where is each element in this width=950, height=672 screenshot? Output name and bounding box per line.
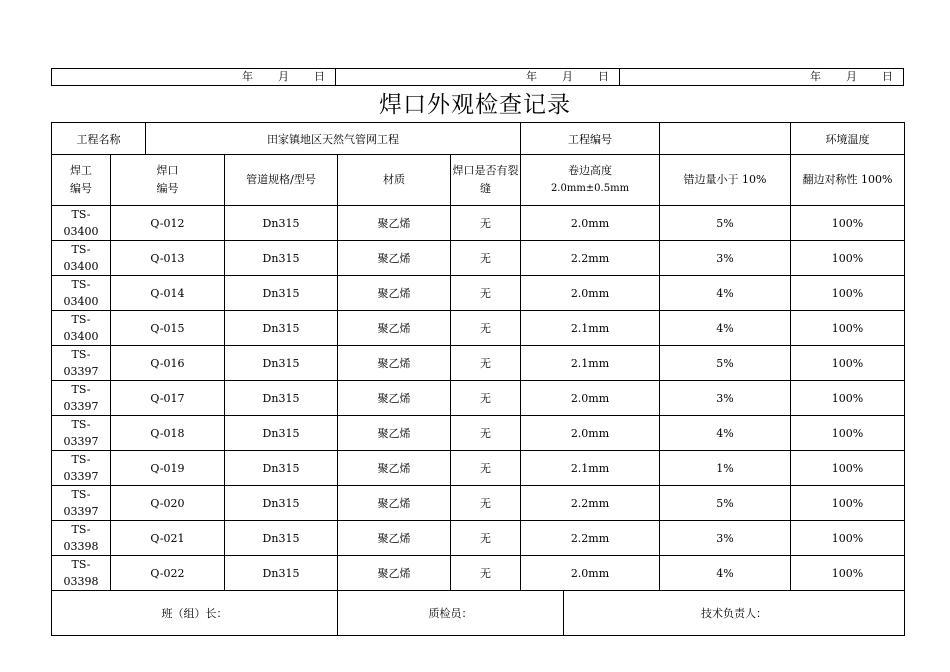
pipe-spec-cell: Dn315 bbox=[225, 381, 338, 416]
welder-no-prefix: TS- bbox=[71, 348, 91, 361]
welder-no-number: 03397 bbox=[63, 505, 99, 518]
pipe-spec-cell: Dn315 bbox=[225, 276, 338, 311]
table-row bbox=[52, 451, 905, 486]
signature-row bbox=[52, 591, 905, 636]
welder-no-number: 03398 bbox=[63, 575, 99, 588]
symmetry-cell: 100% bbox=[791, 486, 905, 521]
joint-no-cell: Q-012 bbox=[111, 206, 225, 241]
misalignment-cell: 3% bbox=[660, 241, 791, 276]
joint-no-cell: Q-020 bbox=[111, 486, 225, 521]
pipe-spec-cell: Dn315 bbox=[225, 521, 338, 556]
col-header-joint-no bbox=[111, 155, 225, 206]
pipe-spec-cell: Dn315 bbox=[225, 416, 338, 451]
material-cell: 聚乙烯 bbox=[338, 241, 451, 276]
table-row bbox=[52, 521, 905, 556]
header-text: 焊口 bbox=[156, 164, 179, 177]
welder-no-prefix: TS- bbox=[71, 313, 91, 326]
header-row bbox=[52, 155, 905, 206]
table-row bbox=[52, 556, 905, 591]
bead-height-cell: 2.0mm bbox=[521, 206, 660, 241]
col-header-welder-no bbox=[52, 155, 111, 206]
misalignment-cell: 4% bbox=[660, 311, 791, 346]
joint-no-cell: Q-017 bbox=[111, 381, 225, 416]
crack-cell: 无 bbox=[451, 241, 521, 276]
joint-no-cell: Q-014 bbox=[111, 276, 225, 311]
joint-no-cell: Q-021 bbox=[111, 521, 225, 556]
table-row bbox=[52, 241, 905, 276]
welder-no-prefix: TS- bbox=[71, 488, 91, 501]
crack-cell: 无 bbox=[451, 276, 521, 311]
welder-no-prefix: TS- bbox=[71, 383, 91, 396]
welder-no-prefix: TS- bbox=[71, 208, 91, 221]
date-field: 年 月 日 bbox=[52, 69, 336, 85]
symmetry-cell: 100% bbox=[791, 381, 905, 416]
symmetry-cell: 100% bbox=[791, 276, 905, 311]
bead-height-cell: 2.1mm bbox=[521, 451, 660, 486]
symmetry-cell: 100% bbox=[791, 206, 905, 241]
symmetry-cell: 100% bbox=[791, 556, 905, 591]
material-cell: 聚乙烯 bbox=[338, 381, 451, 416]
table-row bbox=[52, 486, 905, 521]
bead-height-cell: 2.2mm bbox=[521, 241, 660, 276]
crack-cell: 无 bbox=[451, 381, 521, 416]
table-row bbox=[52, 346, 905, 381]
crack-cell: 无 bbox=[451, 416, 521, 451]
joint-no-cell: Q-015 bbox=[111, 311, 225, 346]
misalignment-cell: 4% bbox=[660, 276, 791, 311]
material-cell: 聚乙烯 bbox=[338, 416, 451, 451]
welder-no-number: 03400 bbox=[63, 225, 99, 238]
project-name-label: 工程名称 bbox=[52, 123, 146, 155]
bead-height-cell: 2.0mm bbox=[521, 556, 660, 591]
misalignment-cell: 1% bbox=[660, 451, 791, 486]
project-no-value bbox=[660, 123, 791, 155]
symmetry-cell: 100% bbox=[791, 241, 905, 276]
date-field: 年 月 日 bbox=[336, 69, 620, 85]
col-header-material: 材质 bbox=[338, 155, 451, 206]
welder-no-prefix: TS- bbox=[71, 453, 91, 466]
welder-no-number: 03400 bbox=[63, 260, 99, 273]
misalignment-cell: 4% bbox=[660, 416, 791, 451]
crack-cell: 无 bbox=[451, 311, 521, 346]
material-cell: 聚乙烯 bbox=[338, 346, 451, 381]
misalignment-cell: 3% bbox=[660, 381, 791, 416]
date-bar bbox=[51, 68, 904, 86]
page-title: 焊口外观检查记录 bbox=[379, 92, 571, 118]
welder-no-cell bbox=[52, 486, 111, 521]
misalignment-cell: 3% bbox=[660, 521, 791, 556]
project-name-value: 田家镇地区天然气管网工程 bbox=[146, 123, 521, 155]
welder-no-cell bbox=[52, 451, 111, 486]
welder-no-number: 03397 bbox=[63, 435, 99, 448]
ambient-temp-label: 环境温度 bbox=[791, 123, 905, 155]
table-body bbox=[52, 206, 905, 591]
welder-no-prefix: TS- bbox=[71, 418, 91, 431]
col-header-symmetry: 翻边对称性 100% bbox=[791, 155, 905, 206]
material-cell: 聚乙烯 bbox=[338, 556, 451, 591]
welder-no-prefix: TS- bbox=[71, 243, 91, 256]
header-text: 焊工 bbox=[70, 164, 92, 177]
bead-height-cell: 2.2mm bbox=[521, 521, 660, 556]
inspector-signature: 质检员： bbox=[338, 591, 564, 636]
welder-no-cell bbox=[52, 346, 111, 381]
project-info-row bbox=[52, 123, 905, 155]
table-row bbox=[52, 381, 905, 416]
col-header-pipe-spec: 管道规格/型号 bbox=[225, 155, 338, 206]
material-cell: 聚乙烯 bbox=[338, 451, 451, 486]
inspection-table bbox=[51, 122, 905, 636]
welder-no-cell bbox=[52, 416, 111, 451]
joint-no-cell: Q-018 bbox=[111, 416, 225, 451]
pipe-spec-cell: Dn315 bbox=[225, 451, 338, 486]
crack-cell: 无 bbox=[451, 346, 521, 381]
crack-cell: 无 bbox=[451, 521, 521, 556]
bead-height-cell: 2.0mm bbox=[521, 416, 660, 451]
welder-no-cell bbox=[52, 276, 111, 311]
bead-height-cell: 2.0mm bbox=[521, 276, 660, 311]
symmetry-cell: 100% bbox=[791, 416, 905, 451]
table-row bbox=[52, 276, 905, 311]
symmetry-cell: 100% bbox=[791, 451, 905, 486]
col-header-crack: 焊口是否有裂缝 bbox=[451, 155, 521, 206]
material-cell: 聚乙烯 bbox=[338, 206, 451, 241]
team-leader-signature: 班（组）长： bbox=[52, 591, 338, 636]
welder-no-number: 03398 bbox=[63, 540, 99, 553]
pipe-spec-cell: Dn315 bbox=[225, 311, 338, 346]
welder-no-number: 03400 bbox=[63, 330, 99, 343]
joint-no-cell: Q-022 bbox=[111, 556, 225, 591]
welder-no-cell bbox=[52, 556, 111, 591]
material-cell: 聚乙烯 bbox=[338, 486, 451, 521]
project-no-label: 工程编号 bbox=[521, 123, 660, 155]
pipe-spec-cell: Dn315 bbox=[225, 206, 338, 241]
pipe-spec-cell: Dn315 bbox=[225, 241, 338, 276]
pipe-spec-cell: Dn315 bbox=[225, 556, 338, 591]
welder-no-number: 03397 bbox=[63, 365, 99, 378]
misalignment-cell: 5% bbox=[660, 346, 791, 381]
pipe-spec-cell: Dn315 bbox=[225, 486, 338, 521]
welder-no-number: 03400 bbox=[63, 295, 99, 308]
symmetry-cell: 100% bbox=[791, 521, 905, 556]
material-cell: 聚乙烯 bbox=[338, 521, 451, 556]
table-row bbox=[52, 311, 905, 346]
header-text: 编号 bbox=[156, 182, 179, 195]
col-header-bead-height bbox=[521, 155, 660, 206]
crack-cell: 无 bbox=[451, 206, 521, 241]
joint-no-cell: Q-019 bbox=[111, 451, 225, 486]
col-header-misalignment: 错边量小于 10% bbox=[660, 155, 791, 206]
pipe-spec-cell: Dn315 bbox=[225, 346, 338, 381]
crack-cell: 无 bbox=[451, 486, 521, 521]
welder-no-cell bbox=[52, 241, 111, 276]
table-row bbox=[52, 416, 905, 451]
welder-no-prefix: TS- bbox=[71, 523, 91, 536]
joint-no-cell: Q-013 bbox=[111, 241, 225, 276]
misalignment-cell: 5% bbox=[660, 206, 791, 241]
joint-no-cell: Q-016 bbox=[111, 346, 225, 381]
header-text: 2.0mm±0.5mm bbox=[550, 183, 630, 194]
date-field: 年 月 日 bbox=[810, 70, 899, 83]
bead-height-cell: 2.0mm bbox=[521, 381, 660, 416]
material-cell: 聚乙烯 bbox=[338, 311, 451, 346]
symmetry-cell: 100% bbox=[791, 346, 905, 381]
header-text: 卷边高度 bbox=[568, 164, 612, 177]
header-text: 编号 bbox=[70, 182, 92, 195]
welder-no-cell bbox=[52, 381, 111, 416]
welder-no-prefix: TS- bbox=[71, 558, 91, 571]
welder-no-cell bbox=[52, 206, 111, 241]
bead-height-cell: 2.2mm bbox=[521, 486, 660, 521]
crack-cell: 无 bbox=[451, 451, 521, 486]
welder-no-cell bbox=[52, 521, 111, 556]
bead-height-cell: 2.1mm bbox=[521, 311, 660, 346]
welder-no-prefix: TS- bbox=[71, 278, 91, 291]
crack-cell: 无 bbox=[451, 556, 521, 591]
welder-no-cell bbox=[52, 311, 111, 346]
welder-no-number: 03397 bbox=[63, 400, 99, 413]
tech-lead-signature: 技术负责人： bbox=[564, 591, 905, 636]
misalignment-cell: 5% bbox=[660, 486, 791, 521]
symmetry-cell: 100% bbox=[791, 311, 905, 346]
bead-height-cell: 2.1mm bbox=[521, 346, 660, 381]
table-row bbox=[52, 206, 905, 241]
welder-no-number: 03397 bbox=[63, 470, 99, 483]
misalignment-cell: 4% bbox=[660, 556, 791, 591]
material-cell: 聚乙烯 bbox=[338, 276, 451, 311]
